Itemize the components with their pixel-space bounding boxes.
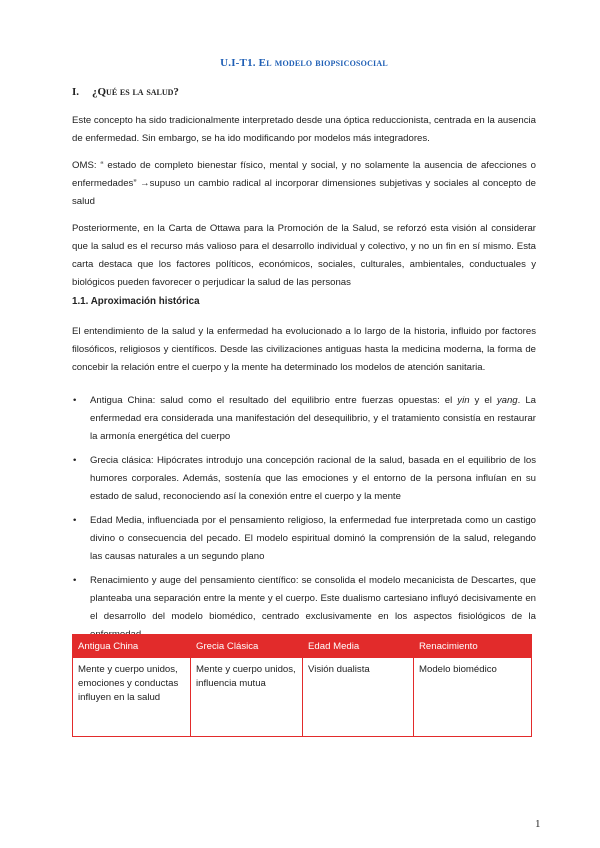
table-header-row (73, 635, 532, 658)
document-title: U.I-T1. El modelo biopsicosocial (220, 57, 388, 69)
section-number: I. (72, 86, 80, 98)
list-item (72, 392, 536, 446)
page-number: 1 (535, 818, 541, 830)
history-list (72, 392, 536, 650)
table-header: Grecia Clásica (191, 635, 303, 658)
table-cell: Modelo biomédico (414, 658, 532, 737)
subsection-heading: 1.1. Aproximación histórica (72, 296, 200, 307)
intro-paragraph: El entendimiento de la salud y la enfermedad ha evolucionado a lo largo de la historia, influido por factores filosóficos, religiosos y científicos. Desde las civilizaciones antiguas hasta la medicina moderna, la forma de concebir la relación entre el cuerpo y la mente ha determinado los modelos de atención sanitaria. (72, 326, 536, 373)
table-header: Antigua China (73, 635, 191, 658)
table-cell: Mente y cuerpo unidos, emociones y conductas influyen en la salud (73, 658, 191, 737)
paragraph: OMS: “ estado de completo bienestar físico, mental y social, y no solamente la ausencia de afecciones o enfermedades” →supuso un cambio radical al incorporar dimensiones subjetivas y sociales al concepto de salud (72, 160, 536, 207)
table-cell: Mente y cuerpo unidos, influencia mutua (191, 658, 303, 737)
table-header: Renacimiento (414, 635, 532, 658)
section-heading (72, 86, 179, 98)
table-cell: Visión dualista (303, 658, 414, 737)
list-item-text: Antigua China: salud como el resultado del equilibrio entre fuerzas opuestas: el yin y el yang. La enfermedad era considerada una manifestación del desequilibrio, y el tratamiento consistía en restaurar la armonía energética del cuerpo (90, 395, 536, 442)
paragraph: Este concepto ha sido tradicionalmente interpretado desde una óptica reduccionista, centrada en la ausencia de enfermedad. Sin embargo, se ha ido modificando por modelos más integradores. (72, 115, 536, 144)
section-title: ¿Qué es la salud? (92, 86, 179, 98)
list-item: • Renacimiento y auge del pensamiento científico: se consolida el modelo mecanicista de Descartes, que planteaba una separación entre la mente y el cuerpo. Este dualismo cartesiano influyó decisivamente en el desarrollo del modelo biomédico, centrado exclusivamente en los aspectos fisiológicos de la (72, 572, 536, 644)
table-header: Edad Media (303, 635, 414, 658)
paragraph: Posteriormente, en la Carta de Ottawa para la Promoción de la Salud, se reforzó esta visión al considerar que la salud es el recurso más valioso para el desarrollo individual y colectivo, y no un fin en sí mismo. Esta carta destaca que los factores políticos, económicos, sociales, culturales, ambientales, conductuales y biológicos pueden favorecer o perjudicar la salud de las personas (72, 223, 536, 288)
table-row (73, 658, 532, 737)
history-table (72, 634, 532, 737)
list-item: • Edad Media, influenciada por el pensamiento religioso, la enfermedad fue interpretada como un castigo divino o consecuencia del pecado. El modelo espiritual dominó la comprensión de la salud, relegando las causas naturales a un segundo plano (72, 512, 536, 566)
list-item: • Grecia clásica: Hipócrates introdujo una concepción racional de la salud, basada en el equilibrio de los humores corporales. Además, sostenía que las emociones y el entorno de la persona influían en su estado de salud, reconociendo así la conexión entre el cuerpo y la mente (72, 452, 536, 506)
